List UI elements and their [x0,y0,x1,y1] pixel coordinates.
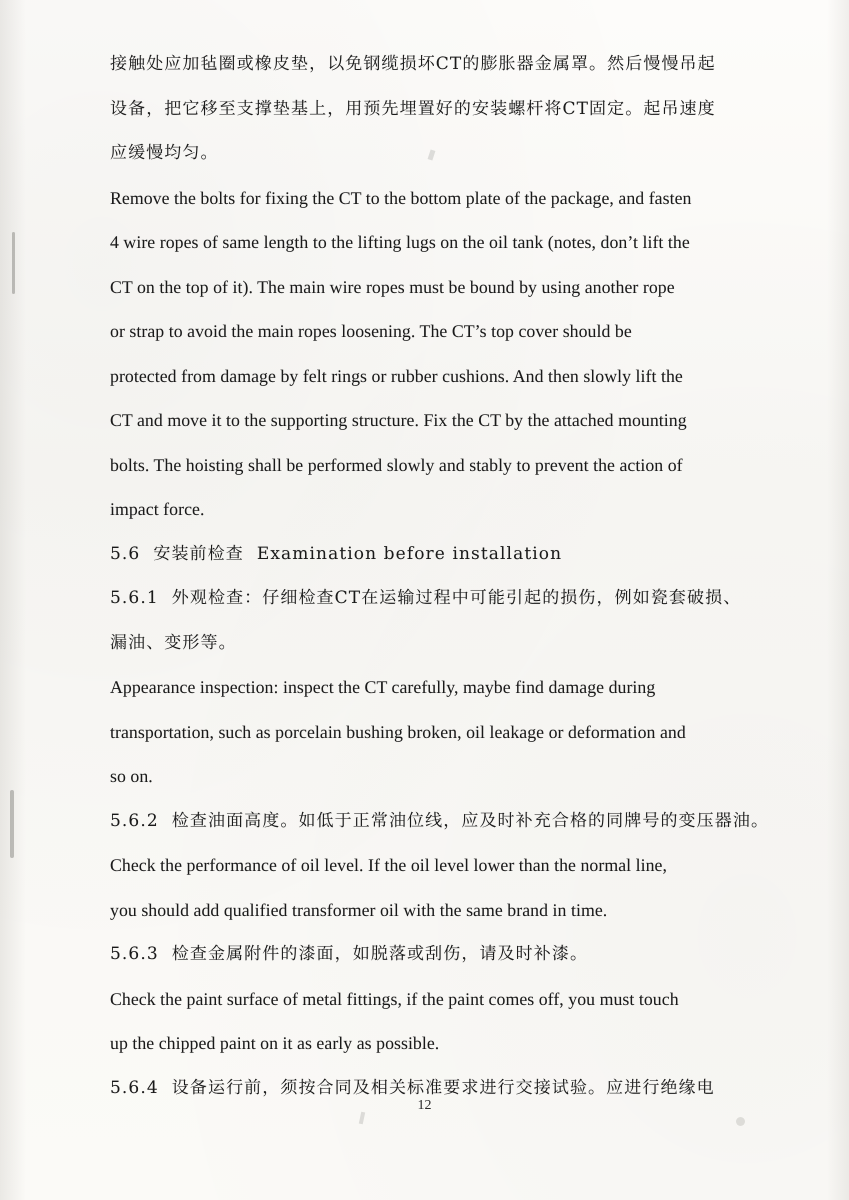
text-line: transportation, such as porcelain bushing broken, oil leakage or deformation and [110,721,686,742]
text-line: or strap to avoid the main ropes loosening. The CT’s top cover should be [110,321,632,341]
text-line: up the chipped paint on it as early as possible. [110,1033,440,1053]
text-line: bolts. The hoisting shall be performed slowly and stably to prevent the action of [110,454,683,475]
scan-artifact-left-lower [10,790,14,858]
paragraph-english-hoisting [110,176,770,532]
section-5-6-3-english [110,977,770,1066]
text-line: Check the paint surface of metal fittings, if the paint comes off, you must touch [110,988,679,1009]
text-line: so on. [110,766,153,786]
text-line: you should add qualified transformer oil with the same brand in time. [110,899,608,920]
section-5-6-2-english [110,843,770,932]
section-5-6-3-chinese [110,932,770,977]
text-line: 4 wire ropes of same length to the lifting lugs on the oil tank (notes, don’t lift the [110,232,690,252]
section-5-6-1-english [110,665,770,799]
text-line: 5.6.1 外观检查：仔细检查CT在运输过程中可能引起的损伤，例如瓷套破损、 [110,588,742,608]
text-line: 接触处应加毡圈或橡皮垫，以免钢缆损坏CT的膨胀器金属罩。然后慢慢吊起 [110,54,716,74]
paragraph-chinese-hoisting [110,42,770,176]
scan-artifact-left-upper [12,232,15,294]
scan-artifact-speck-bottom-right [736,1117,745,1126]
section-5-6-2-chinese [110,799,770,844]
page-number: 12 [417,1098,432,1113]
text-line: protected from damage by felt rings or rubber cushions. And then slowly lift the [110,365,683,386]
text-line: 应缓慢均匀。 [110,143,219,163]
text-line: CT on the top of it). The main wire ropes must be bound by using another rope [110,276,675,297]
document-body [110,42,770,1110]
text-line: 5.6.2 检查油面高度。如低于正常油位线，应及时补充合格的同牌号的变压器油。 [110,810,770,831]
text-line: Check the performance of oil level. If the oil level lower than the normal line, [110,855,667,875]
text-line: 漏油、变形等。 [110,632,237,653]
text-line: 5.6 安装前检查 Examination before installation [110,543,563,564]
text-line: impact force. [110,499,205,519]
text-line: 5.6.3 检查金属附件的漆面，如脱落或刮伤，请及时补漆。 [110,944,589,964]
text-line: Appearance inspection: inspect the CT carefully, maybe find damage during [110,677,656,697]
text-line: 设备，把它移至支撑垫基上，用预先埋置好的安装螺杆将CT固定。起吊速度 [110,98,716,119]
section-heading-5-6 [110,532,770,577]
section-5-6-1-chinese [110,576,770,665]
text-line: 5.6.4 设备运行前，须按合同及相关标准要求进行交接试验。应进行绝缘电 [110,1077,715,1098]
text-line: Remove the bolts for fixing the CT to the bottom plate of the package, and fasten [110,187,692,208]
text-line: CT and move it to the supporting structure. Fix the CT by the attached mounting [110,410,687,430]
